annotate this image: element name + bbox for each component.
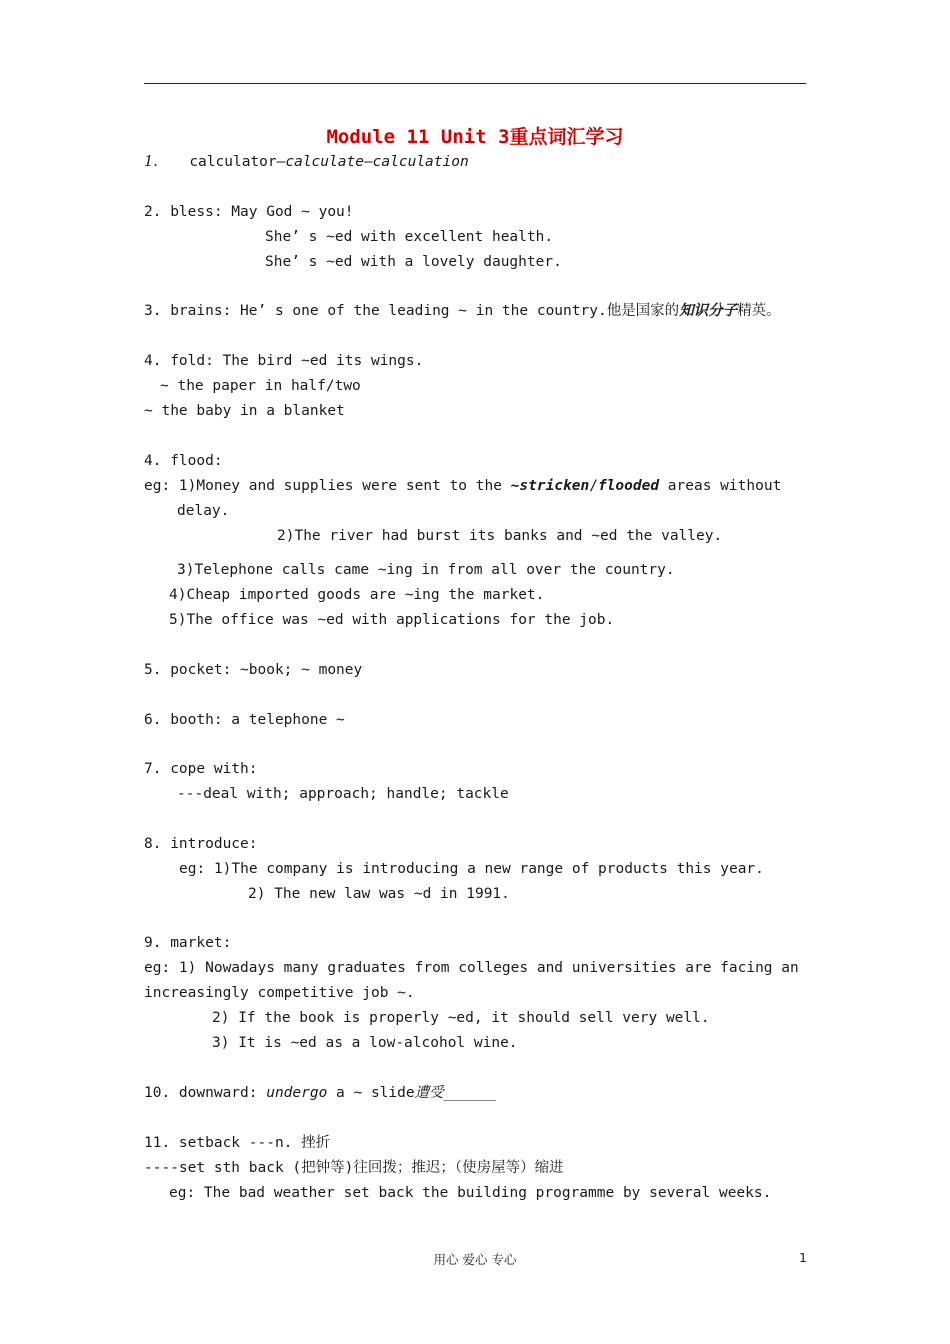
item-3-chinese-2: 精英。 [737,303,781,319]
item-10-emphasis: undergo [266,1085,328,1101]
item-4b-line-2-end: areas without [659,478,782,494]
item-9-line-5: 3) It is ~ed as a low-alcohol wine. [212,1035,518,1051]
page-footer: 用心 爱心 专心 [433,1252,517,1267]
item-9-line-1: 9. market: [144,935,232,951]
item-8-line-1: 8. introduce: [144,836,258,852]
item-11-line-1: 11. setback ---n. 挫折 [144,1135,331,1151]
item-7-line-2: ---deal with; approach; handle; tackle [177,786,509,802]
header-rule [144,83,806,84]
item-4b-emphasis-flooded: flooded [597,478,660,494]
item-4-line-3: ~ the baby in a blanket [144,403,345,419]
item-2-line-3: She’ s ~ed with a lovely daughter. [265,254,562,270]
page-title: Module 11 Unit 3重点词汇学习 [326,126,624,148]
item-3-english: 3. brains: He’ s one of the leading ~ in the country. [144,303,607,319]
item-4-line-2: ~ the paper in half/two [160,378,361,394]
item-9-line-2: eg: 1) Nowadays many graduates from colleges and universities are facing an [144,960,799,976]
item-3-chinese-emphasis: 知识分子 [679,303,738,319]
item-10-mid: a ~ slide [327,1085,415,1101]
item-3-chinese-1: 他是国家的 [606,303,680,319]
item-6: 6. booth: a telephone ~ [144,712,345,728]
item-10-blank: ______ [443,1085,497,1101]
item-10-start: 10. downward: [144,1085,267,1101]
item-3 [144,301,781,321]
page-number: 1 [799,1250,807,1265]
item-1-dash-1: — [276,154,286,170]
item-10 [144,1083,496,1103]
item-1-noun: calculation [372,154,469,170]
item-4b-line-2-start: eg: 1)Money and supplies were sent to the [144,478,511,494]
item-4b-line-1: 4. flood: [144,453,223,469]
item-1-number: 1. [144,154,158,170]
item-1-verb: calculate [285,154,364,170]
item-8-line-3: 2) The new law was ~d in 1991. [248,886,510,902]
item-1-dash-2: — [363,154,373,170]
item-11-line-3: eg: The bad weather set back the building programme by several weeks. [169,1185,772,1201]
item-4b-emphasis-stricken: ~stricken [510,478,590,494]
item-4b-line-2 [144,476,781,496]
item-2-line-2: She’ s ~ed with excellent health. [265,229,554,245]
item-1 [144,152,469,172]
item-4b-line-7: 5)The office was ~ed with applications for the job. [169,612,615,628]
item-4b-line-3: delay. [177,503,230,519]
item-10-chinese: 遭受 [414,1085,444,1101]
item-1-word: calculator [189,154,277,170]
item-11-line-2: ----set sth back (把钟等)往回拨；推迟；（使房屋等）缩进 [144,1160,564,1176]
item-7-line-1: 7. cope with: [144,761,258,777]
item-9-line-4: 2) If the book is properly ~ed, it should sell very well. [212,1010,710,1026]
item-4b-line-6: 4)Cheap imported goods are ~ing the market. [169,587,545,603]
item-4b-separator: / [589,478,598,494]
item-4b-line-4: 2)The river had burst its banks and ~ed the valley. [277,528,723,544]
item-2-line-1: 2. bless: May God ~ you! [144,204,354,220]
item-5: 5. pocket: ~book; ~ money [144,662,363,678]
item-9-line-3: increasingly competitive job ~. [144,985,415,1001]
item-4-line-1: 4. fold: The bird ~ed its wings. [144,353,424,369]
item-4b-line-5: 3)Telephone calls came ~ing in from all over the country. [177,562,675,578]
item-8-line-2: eg: 1)The company is introducing a new range of products this year. [179,861,764,877]
